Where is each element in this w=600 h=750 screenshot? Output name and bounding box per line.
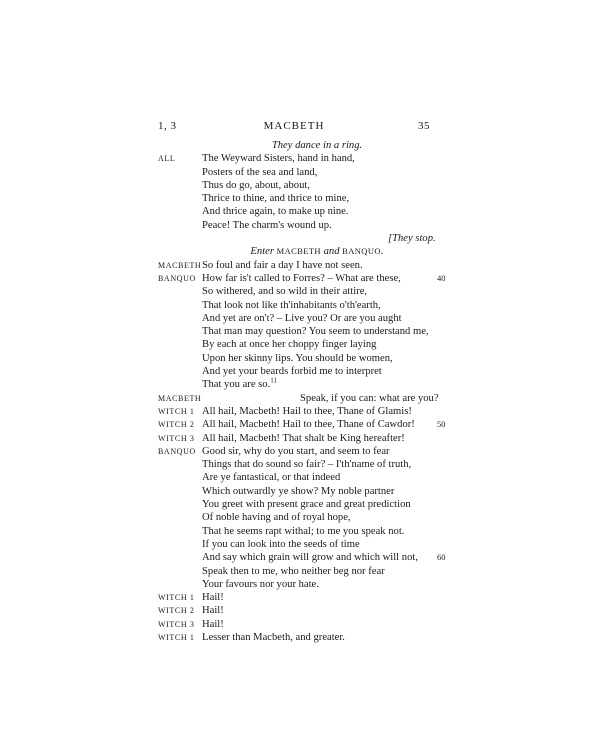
- verse-line: [202, 325, 429, 338]
- text-row: [158, 445, 468, 458]
- speaker-name: BANQUO: [158, 273, 196, 283]
- text-row: [158, 418, 468, 431]
- act-scene-label: 1, 3: [158, 120, 177, 132]
- verse-text: Lesser than Macbeth, and greater.: [202, 631, 345, 643]
- speaker-name: WITCH 3: [158, 433, 195, 443]
- verse-text: That you are so.: [202, 379, 271, 391]
- verse-line: [202, 618, 224, 631]
- verse-line: [202, 538, 360, 551]
- text-row: [158, 352, 468, 365]
- verse-line: [202, 498, 411, 511]
- verse-line: [202, 432, 405, 445]
- text-row: [158, 511, 468, 524]
- verse-line: [202, 192, 349, 205]
- text-row: [158, 458, 468, 471]
- verse-line: [202, 565, 385, 578]
- verse-text: If you can look into the seeds of time: [202, 538, 360, 550]
- text-row: [158, 338, 468, 351]
- verse-line: [202, 219, 332, 232]
- verse-text: Hail!: [202, 592, 224, 604]
- verse-line: [202, 152, 355, 165]
- verse-line: [202, 551, 418, 564]
- verse-line: [300, 392, 439, 405]
- text-row: [158, 405, 468, 418]
- verse-text: Posters of the sea and land,: [202, 166, 318, 178]
- verse-text: All hail, Macbeth! Hail to thee, Thane of Glamis!: [202, 405, 412, 417]
- play-text: [158, 139, 468, 644]
- verse-text: And say which grain will grow and which will not,: [202, 552, 418, 564]
- verse-line: [202, 352, 393, 365]
- direction-text: and: [320, 246, 343, 258]
- text-row: [158, 232, 468, 245]
- text-row: [158, 245, 468, 258]
- verse-text: Hail!: [202, 618, 224, 630]
- speaker-name: MACBETH: [158, 260, 202, 270]
- text-row: [158, 498, 468, 511]
- verse-text: All hail, Macbeth! Hail to thee, Thane of Cawdor!: [202, 419, 415, 431]
- verse-text: Peace! The charm's wound up.: [202, 219, 332, 231]
- verse-text: All hail, Macbeth! That shalt be King hereafter!: [202, 432, 405, 444]
- verse-line: [202, 285, 367, 298]
- speaker-name: WITCH 1: [158, 632, 195, 642]
- verse-line: [202, 471, 340, 484]
- footnote-marker: 11: [270, 376, 277, 385]
- verse-line: [202, 458, 411, 471]
- line-number: 60: [437, 552, 446, 563]
- text-row: [158, 219, 468, 232]
- text-row: [158, 432, 468, 445]
- verse-text: So withered, and so wild in their attire,: [202, 286, 368, 298]
- verse-text: That he seems rapt withal; to me you speak not.: [202, 525, 405, 537]
- text-row: [158, 259, 468, 272]
- verse-line: [202, 511, 351, 524]
- verse-text: The Weyward Sisters, hand in hand,: [202, 153, 355, 165]
- verse-text: By each at once her choppy finger laying: [202, 339, 377, 351]
- verse-line: [202, 166, 317, 179]
- verse-line: [202, 272, 401, 285]
- stage-direction: [They stop.: [388, 233, 436, 245]
- verse-text: Your favours nor your hate.: [202, 578, 319, 590]
- text-row: [158, 299, 468, 312]
- verse-line: [202, 205, 349, 218]
- verse-line: [202, 631, 345, 644]
- verse-line: [202, 259, 363, 272]
- text-row: [158, 631, 468, 644]
- text-row: [158, 604, 468, 617]
- verse-text: Thus do go, about, about,: [202, 179, 310, 191]
- verse-text: So foul and fair a day I have not seen.: [202, 259, 363, 271]
- text-row: [158, 325, 468, 338]
- text-row: [158, 166, 468, 179]
- verse-text: That man may question? You seem to understand me,: [202, 326, 429, 338]
- text-row: [158, 578, 468, 591]
- verse-line: [202, 525, 404, 538]
- verse-line: [202, 365, 382, 378]
- line-number: 50: [437, 419, 446, 430]
- text-row: [158, 365, 468, 378]
- verse-text: Thrice to thine, and thrice to mine,: [202, 193, 350, 205]
- text-row: [158, 485, 468, 498]
- line-number: 40: [437, 272, 446, 283]
- verse-line: [202, 312, 402, 325]
- speaker-name: WITCH 2: [158, 420, 195, 430]
- verse-line: [202, 378, 277, 391]
- speaker-name: WITCH 2: [158, 606, 195, 616]
- verse-text: How far is't called to Forres? – What are these,: [202, 272, 401, 284]
- verse-text: Things that do sound so fair? – I'th'name of truth,: [202, 459, 412, 471]
- text-row: [158, 551, 468, 564]
- direction-text: Enter: [250, 246, 277, 258]
- text-row: [158, 392, 468, 405]
- verse-line: [202, 604, 224, 617]
- speaker-name: BANQUO: [158, 446, 196, 456]
- text-row: [158, 538, 468, 551]
- verse-line: [202, 445, 390, 458]
- verse-text: That look not like th'inhabitants o'th'earth,: [202, 299, 381, 311]
- verse-text: Upon her skinny lips. You should be women,: [202, 352, 393, 364]
- text-row: [158, 618, 468, 631]
- verse-text: Of noble having and of royal hope,: [202, 512, 351, 524]
- text-row: [158, 205, 468, 218]
- text-row: [158, 152, 468, 165]
- verse-text: Good sir, why do you start, and seem to fear: [202, 445, 390, 457]
- speaker-name: ALL: [158, 154, 176, 164]
- text-row: [158, 471, 468, 484]
- running-head: [158, 120, 430, 136]
- direction-text: .: [380, 246, 384, 258]
- verse-text: Speak then to me, who neither beg nor fear: [202, 565, 385, 577]
- verse-line: [202, 405, 412, 418]
- entrance-direction: [202, 245, 432, 258]
- verse-line: [202, 578, 319, 591]
- speaker-name: WITCH 1: [158, 593, 195, 603]
- text-row: [158, 139, 468, 152]
- character-name: MACBETH: [276, 246, 321, 257]
- verse-line: [202, 179, 310, 192]
- verse-text: Speak, if you can: what are you?: [300, 392, 439, 404]
- text-row: [158, 272, 468, 285]
- text-row: [158, 312, 468, 325]
- text-row: [158, 285, 468, 298]
- character-name: BANQUO: [342, 246, 381, 257]
- page-number: 35: [418, 120, 430, 132]
- verse-text: Are ye fantastical, or that indeed: [202, 472, 341, 484]
- verse-line: [202, 299, 381, 312]
- running-title: MACBETH: [263, 120, 325, 132]
- verse-line: [202, 591, 224, 604]
- text-row: [158, 192, 468, 205]
- speaker-name: WITCH 1: [158, 406, 195, 416]
- verse-text: And yet your beards forbid me to interpret: [202, 366, 382, 378]
- stage-direction: They dance in a ring.: [271, 140, 363, 151]
- verse-text: Hail!: [202, 605, 224, 617]
- speaker-name: WITCH 3: [158, 619, 195, 629]
- verse-text: Which outwardly ye show? My noble partner: [202, 485, 395, 497]
- verse-line: [202, 338, 376, 351]
- text-row: [158, 179, 468, 192]
- speaker-name: MACBETH: [158, 393, 202, 403]
- verse-line: [202, 418, 415, 431]
- text-row: [158, 565, 468, 578]
- text-row: [158, 591, 468, 604]
- text-row: [158, 525, 468, 538]
- text-row: [158, 378, 468, 391]
- verse-text: You greet with present grace and great prediction: [202, 499, 411, 511]
- verse-line: [202, 485, 394, 498]
- verse-text: And yet are on't? – Live you? Or are you aught: [202, 312, 402, 324]
- verse-text: And thrice again, to make up nine.: [202, 206, 349, 218]
